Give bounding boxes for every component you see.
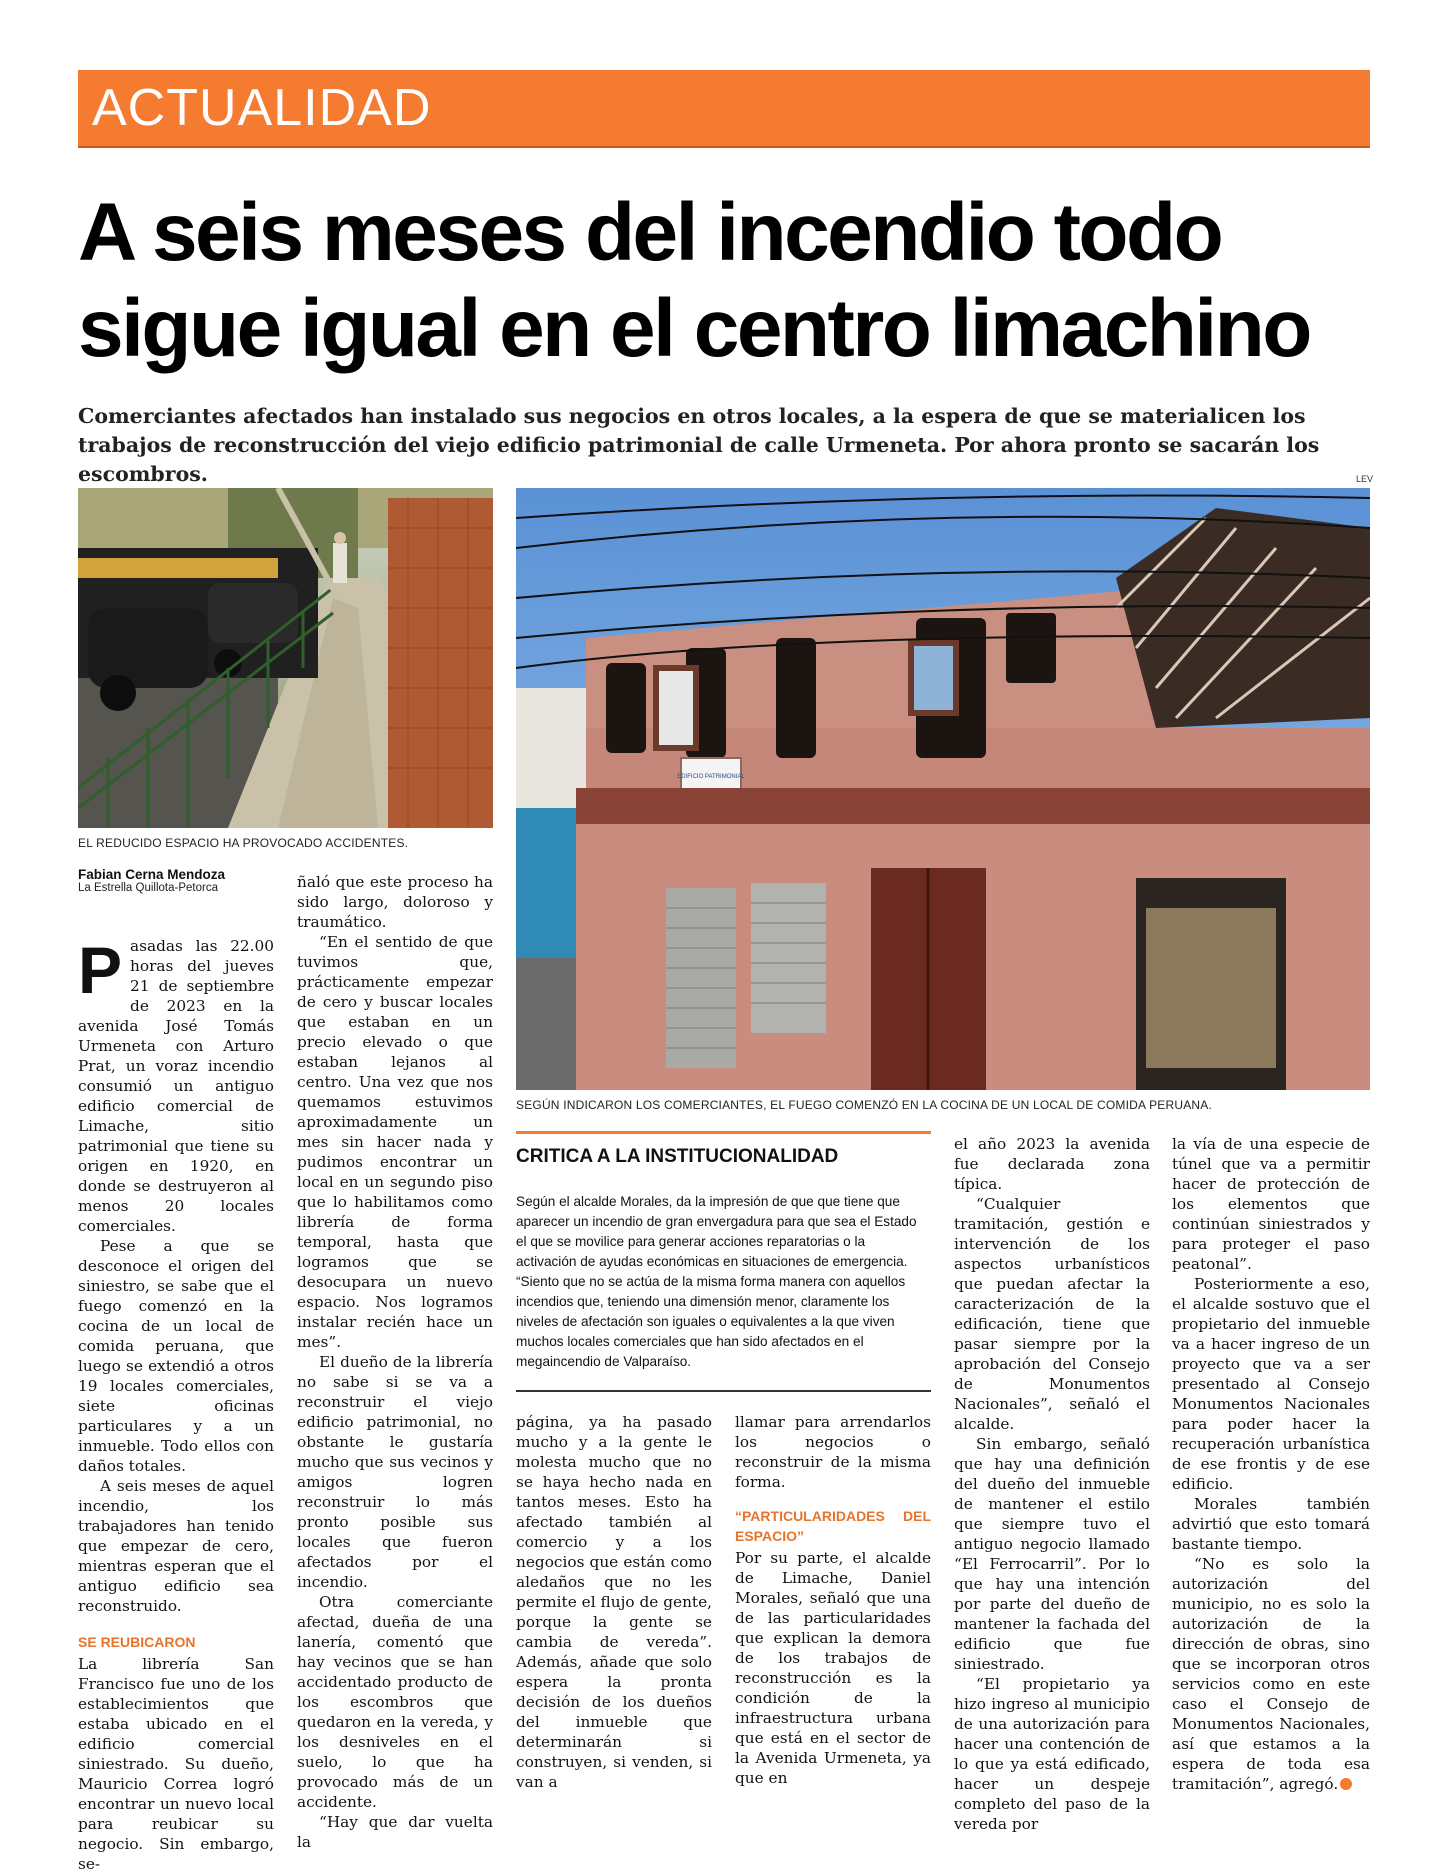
article-paragraph: Pese a que se desconoce el origen del siniestro, se sabe que el fuego comenzó en la cocina de un local de comida peruana, que luego se extendió a otros 19 locales comerciales, siete oficinas particulares y a un inmueble. Todo ellos con daños totales. xyxy=(78,1237,274,1475)
byline-outlet: La Estrella Quillota-Petorca xyxy=(78,882,218,894)
article-paragraph: Sin embargo, señaló que hay una definición del dueño del inmueble de mantener el estilo que siempre tuvo el antiguo negocio llamado “El Ferrocarril”. Por lo que hay una intención por parte del dueño de mantener la fachada del edificio que fue siniestrado. xyxy=(954,1435,1150,1673)
article-paragraph: “Cualquier tramitación, gestión e intervención de los aspectos urbanísticos que puedan afectar la caracterización de la edificación, tiene que pasar siempre por la aprobación del Consejo de Monumentos Nacionales”, señaló el alcalde. xyxy=(954,1195,1150,1433)
sidebox-text: Según el alcalde Morales, da la impresión de que que tiene que aparecer un incendio de gran envergadura para que sea el Estado el que se movilice para generar acciones reparatorias o la activación de ayudas económicas en situaciones de emergencia. “Siento que no se actúa de la misma forma manera con aquellos incendios que, teniendo una dimensión menor, claramente los niveles de afectación son iguales o equivalentes a la que viven muchos locales comerciales que han sido afectados en el megaincendio de Valparaíso. xyxy=(516,1194,917,1369)
article-opening-paragraph: Pasadas las 22.00 horas del jueves 21 de septiembre de 2023 en la avenida José Tomás Urmeneta con Arturo Prat, un voraz incendio consumió un antiguo edificio comercial de Limache, sitio patrimonial que tiene su origen en 1920, en donde se destruyeron al menos 20 locales comerciales. xyxy=(78,933,274,1235)
article-paragraph: “No es solo la autorización del municipio, no es solo la autorización de la dirección de obras, sino que se incorporan otros servicios como en este caso el Consejo de Monumentos Nacionales, así que estamos a la espera de toda esa tramitación”, agregó. xyxy=(1172,1555,1370,1793)
left-photo-caption: EL REDUCIDO ESPACIO HA PROVOCADO ACCIDENTES. xyxy=(78,836,409,850)
article-paragraph: “Hay que dar vuelta la xyxy=(297,1813,493,1851)
drop-cap: P xyxy=(78,933,123,1007)
article-paragraph: “El propietario ya hizo ingreso al municipio de una autorización para hacer una contención de lo que ya está edificado, hacer un despeje completo del paso de la vereda por xyxy=(954,1675,1150,1833)
sidebox-top-rule xyxy=(516,1131,931,1134)
article-paragraph: Otra comerciante afectad, dueña de una lanería, comentó que hay vecinos que se han accidentado producto de los escombros que quedaron en la vereda, y los desniveles en el suelo, lo que ha provocado más de un accidente. xyxy=(297,1593,493,1811)
heritage-plaque-text: EDIFICIO PATRIMONIAL xyxy=(677,774,745,780)
headline-line-1: A seis meses del incendio todo xyxy=(78,187,1222,278)
article-paragraph: ñaló que este proceso ha sido largo, doloroso y traumático. xyxy=(297,873,493,931)
article-column-6 xyxy=(1172,1134,1370,1794)
article-column-5 xyxy=(954,1134,1150,1834)
main-photo-caption: SEGÚN INDICARON LOS COMERCIANTES, EL FUEGO COMENZÓ EN LA COCINA DE UN LOCAL DE COMIDA PERUANA. xyxy=(516,1098,1213,1112)
article-paragraph: el año 2023 la avenida fue declarada zona típica. xyxy=(954,1135,1150,1193)
article-column-2 xyxy=(297,872,493,1852)
headline-line-2: sigue igual en el centro limachino xyxy=(78,283,1310,374)
article-paragraph: A seis meses de aquel incendio, los trabajadores han tenido que empezar de cero, mientras esperan que el antiguo edificio sea reconstruido. xyxy=(78,1477,274,1615)
section-banner xyxy=(78,70,1370,148)
article-paragraph: Por su parte, el alcalde de Limache, Daniel Morales, señaló que una de las particularidades que explican la demora de los trabajos de reconstrucción es la condición de la infraestructura urbana que está en el sector de la Avenida Urmeneta, ya que en xyxy=(735,1549,931,1787)
subhead-se-reubicaron: SE REUBICARON xyxy=(78,1634,196,1650)
end-of-article-icon xyxy=(1340,1778,1352,1790)
section-label: ACTUALIDAD xyxy=(92,79,432,137)
article-paragraph: Morales también advirtió que esto tomará bastante tiempo. xyxy=(1172,1495,1370,1553)
subhead-particularidades: “PARTICULARIDADES DEL ESPACIO” xyxy=(735,1508,931,1544)
sidewalk-photo xyxy=(78,488,493,828)
burnt-building-illustration xyxy=(516,488,1370,1090)
article-column-3 xyxy=(516,1412,712,1792)
article-column-4 xyxy=(735,1412,931,1788)
article-paragraph: El dueño de la librería no sabe si se va a reconstruir el viejo edificio patrimonial, no obstante le gustaría mucho que sus vecinos y amigos logren reconstruir lo más pronto posible sus locales que fueron afectados por el incendio. xyxy=(297,1353,493,1591)
article-paragraph: llamar para arrendarlos los negocios o reconstruir de la misma forma. xyxy=(735,1413,931,1491)
sidebox-title: CRITICA A LA INSTITUCIONALIDAD xyxy=(516,1146,839,1167)
burnt-building-photo xyxy=(516,488,1370,1090)
sidewalk-photo-illustration xyxy=(78,488,493,828)
article-paragraph: “En el sentido de que tuvimos que, prácticamente empezar de cero y buscar locales que estaban en un precio elevado o que estaban lejanos al centro. Una vez que nos quemamos estuvimos aproximadamente un mes sin hacer nada y pudimos encontrar un local en un segundo piso que lo habilitamos como librería de forma temporal, hasta que logramos que se desocupara un nuevo espacio. Nos logramos instalar recién hace un mes”. xyxy=(297,933,493,1351)
article-paragraph: La librería San Francisco fue uno de los establecimientos que estaba ubicado en el edificio comercial siniestrado. Su dueño, Mauricio Correa logró encontrar un nuevo local para reubicar su negocio. Sin embargo, se- xyxy=(78,1655,274,1873)
article-paragraph: Posteriormente a eso, el alcalde sostuvo que el propietario del inmueble va a hacer ingreso de un proyecto que va a ser presentado al Consejo Monumentos Nacionales para poder hacer la recuperación urbanística de ese frontis y de ese edificio. xyxy=(1172,1275,1370,1493)
headline xyxy=(78,185,1378,377)
photo-credit: LEV xyxy=(1356,474,1374,484)
byline xyxy=(78,867,278,894)
article-column-1 xyxy=(78,933,274,1874)
byline-author: Fabian Cerna Mendoza xyxy=(78,867,226,882)
article-paragraph: página, ya ha pasado mucho y a la gente le molesta mucho que no se haya hecho nada en tantos meses. Esto ha afectado también al comercio y a los negocios que están como aledaños que no les permite el flujo de gente, porque la gente se cambia de vereda”. Además, añade que solo espera la pronta decisión de los dueños del inmueble que determinarán si construyen, si venden, si van a xyxy=(516,1413,712,1791)
lead-paragraph: Comerciantes afectados han instalado sus negocios en otros locales, a la espera de que se materialicen los trabajos de reconstrucción del viejo edificio patrimonial de calle Urmeneta. Por ahora pronto se sacarán los escombros. xyxy=(78,404,1320,486)
sidebox-bottom-rule xyxy=(516,1390,931,1392)
article-paragraph: la vía de una especie de túnel que va a permitir hacer de protección de los elementos que continúan siniestrados y para proteger el paso peatonal”. xyxy=(1172,1135,1370,1273)
